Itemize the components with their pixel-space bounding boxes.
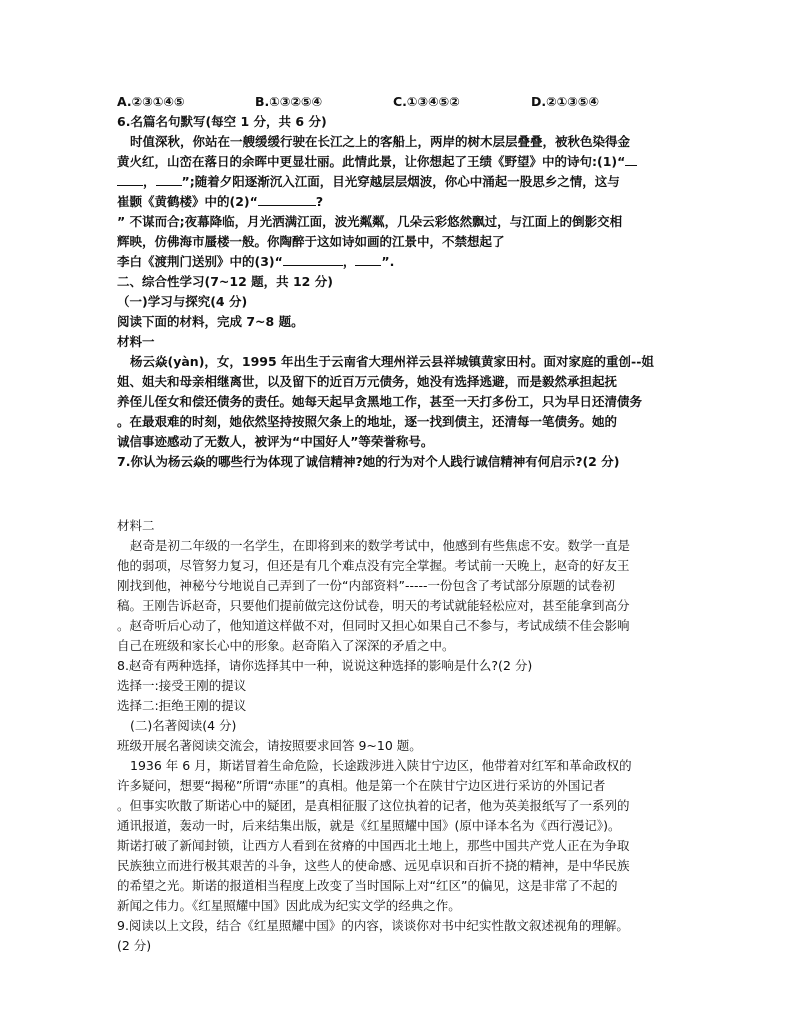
option-a: A.②③①④⑤	[117, 94, 185, 109]
section-1-intro: 阅读下面的材料，完成 7~8 题。	[117, 314, 304, 329]
q6-question-mark: ?	[315, 194, 324, 209]
q6-line-2	[117, 152, 677, 172]
option-b: B.①③②⑤④	[255, 94, 323, 109]
q6-end: ”.	[381, 254, 395, 269]
material-2-line-6: 自己在班级和家长心中的形象。赵奇陷入了深深的矛盾之中。	[117, 638, 455, 653]
material-3-line-8: 新闻之伟力。《红星照耀中国》因此成为纪实文学的经典之作。	[117, 898, 461, 913]
material-3-line-3: 。但事实吹散了斯诺心中的疑团，是真相征服了这位执着的记者，他为英美报纸写了一系列的	[117, 798, 630, 813]
section-1-title: （一)学习与探究(4 分)	[117, 294, 248, 309]
section-2-intro: 班级开展名著阅读交流会，请按照要求回答 9~10 题。	[117, 738, 422, 753]
q6-line-4	[117, 192, 677, 212]
q6-line-7	[117, 252, 677, 272]
material-2-block	[117, 516, 677, 956]
blank-3b[interactable]	[355, 265, 381, 266]
q6-comma-2: ，	[342, 254, 356, 269]
material-2-title: 材料二	[117, 518, 155, 533]
q6-line-3	[117, 172, 677, 192]
q6-comma-1: ，	[143, 174, 156, 189]
choice-1: 选择一:接受王刚的提议	[117, 678, 247, 693]
material-3-line-7: 的希望之光。斯诺的报道相当程度上改变了当时国际上对“红区”的偏见，这是非常了不起的	[117, 878, 618, 893]
q6-line-1: 时值深秋，你站在一艘缓缓行驶在长江之上的客船上，两岸的树木层层叠叠，被秋色染得金	[130, 134, 631, 149]
blank-1c[interactable]	[156, 185, 182, 186]
blank-1a[interactable]	[625, 165, 637, 166]
choice-2: 选择二:拒绝王刚的提议	[117, 698, 247, 713]
material-2-line-2: 他的弱项，尽管努力复习，但还是有几个难点没有完全掌握。考试前一天晚上，赵奇的好友王	[117, 558, 630, 573]
material-3-line-2: 许多疑问，想要“揭秘”所谓“赤匪”的真相。他是第一个在陕甘宁边区进行采访的外国记者	[117, 778, 606, 793]
material-1-title: 材料一	[117, 334, 155, 349]
q6-line-5: ” 不谋而合;夜幕降临，月光洒满江面，波光粼粼，几朵云彩悠然飘过，与江面上的倒影交相	[117, 214, 623, 229]
q6-title: 6.名篇名句默写(每空 1 分，共 6 分)	[117, 114, 327, 129]
section-2-title: (二)名著阅读(4 分)	[130, 718, 237, 733]
material-1-line-2: 姐、姐夫和母亲相继离世，以及留下的近百万元债务，她没有选择逃避，而是毅然承担起抚	[117, 374, 618, 389]
material-1-line-5: 诚信事迹感动了无数人，被评为“中国好人”等荣誉称号。	[117, 434, 434, 449]
q6-line-7-text: 李白《渡荆门送别》中的(3)“	[117, 254, 283, 269]
blank-1b[interactable]	[117, 185, 143, 186]
part2-title: 二、综合性学习(7~12 题，共 12 分)	[117, 274, 333, 289]
q6-line-6: 辉映，仿佛海市蜃楼一般。你陶醉于这如诗如画的江景中，不禁想起了	[117, 234, 505, 249]
material-3-line-4: 通讯报道，轰动一时，后来结集出版，就是《红星照耀中国》(原中译本名为《西行漫记》)。	[117, 818, 621, 833]
q6-line-2-text: 黄火红，山峦在落日的余晖中更显壮丽。此情此景，让你想起了王绩《野望》中的诗句:(1)“	[117, 154, 626, 169]
question-9-points: (2 分)	[117, 938, 152, 953]
material-2-line-5: 。赵奇听后心动了，他知道这样做不对，但同时又担心如果自己不参与，考试成绩不佳会影响	[117, 618, 630, 633]
material-1-line-1: 杨云焱(yàn)，女，1995 年出生于云南省大理州祥云县祥城镇黄家田村。面对家庭的重创--姐	[130, 354, 654, 369]
question-9: 9.阅读以上文段，结合《红星照耀中国》的内容，谈谈你对书中纪实性散文叙述视角的理解。	[117, 918, 629, 933]
material-2-line-1: 赵奇是初二年级的一名学生，在即将到来的数学考试中，他感到有些焦虑不安。数学一直是	[130, 538, 631, 553]
material-3-line-1: 1936 年 6 月，斯诺冒着生命危险，长途跋涉进入陕甘宁边区，他带着对红军和革命政权的	[130, 758, 632, 773]
question-8: 8.赵奇有两种选择，请你选择其中一种，说说这种选择的影响是什么?(2 分)	[117, 658, 533, 673]
blank-3a[interactable]	[283, 265, 343, 266]
q6-line-4-text: 崔颢《黄鹤楼》中的(2)“	[117, 194, 258, 209]
material-1-line-3: 养侄儿侄女和偿还债务的责任。她每天起早贪黑地工作，甚至一天打多份工，只为早日还清债务	[117, 394, 643, 409]
material-2-line-4: 稿。王刚告诉赵奇，只要他们提前做完这份试卷，明天的考试就能轻松应对，甚至能拿到高分	[117, 598, 630, 613]
exam-page	[117, 92, 677, 956]
material-3-line-6: 民族独立而进行极其艰苦的斗争，这些人的使命感、远见卓识和百折不挠的精神，是中华民族	[117, 858, 630, 873]
q5-options	[117, 92, 677, 112]
blank-2[interactable]	[258, 205, 316, 206]
question-7: 7.你认为杨云焱的哪些行为体现了诚信精神?她的行为对个人践行诚信精神有何启示?(2 分)	[117, 454, 620, 469]
material-2-line-3: 刚找到他，神秘兮兮地说自己弄到了一份“内部资料”-----一份包含了考试部分原题的试卷初	[117, 578, 616, 593]
q6-line-3-text: ”;随着夕阳逐渐沉入江面，目光穿越层层烟波，你心中涌起一股思乡之情，这与	[181, 174, 620, 189]
option-d: D.②①③⑤④	[531, 94, 600, 109]
material-3-line-5: 斯诺打破了新闻封锁，让西方人看到在贫瘠的中国西北土地上，那些中国共产党人正在为争取	[117, 838, 630, 853]
material-1-line-4: 。在最艰难的时刻，她依然坚持按照欠条上的地址，逐一找到债主，还清每一笔债务。她的	[117, 414, 618, 429]
option-c: C.①③④⑤②	[393, 94, 460, 109]
answer-space-7[interactable]	[117, 472, 677, 516]
